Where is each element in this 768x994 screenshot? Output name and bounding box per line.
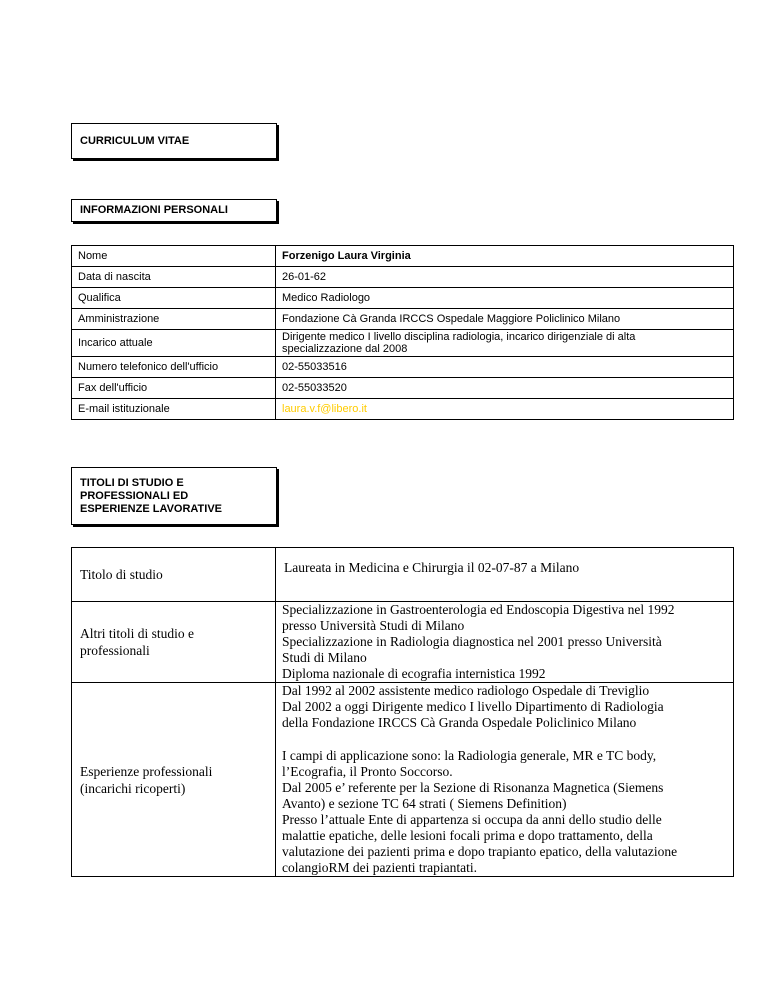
table-row bbox=[72, 683, 734, 877]
fax-label: Fax dell'ufficio bbox=[72, 378, 276, 399]
altri-label-line: Altri titoli di studio e bbox=[80, 626, 194, 641]
esperienze-value-line: valutazione dei pazienti prima e dopo trapianto epatico, della valutazione bbox=[282, 844, 678, 859]
esperienze-value-line: colangioRM dei pazienti trapiantati. bbox=[282, 860, 477, 875]
esperienze-value-line: Avanto) e sezione TC 64 strati ( Siemens Definition) bbox=[282, 796, 567, 811]
email-cell bbox=[276, 399, 734, 420]
altri-value-line: Studi di Milano bbox=[282, 650, 367, 665]
studies-table bbox=[71, 547, 734, 877]
esperienze-value-line: Dal 2005 e’ referente per la Sezione di Risonanza Magnetica (Siemens bbox=[282, 780, 664, 795]
amministrazione-label: Amministrazione bbox=[72, 309, 276, 330]
table-row bbox=[72, 330, 734, 357]
incarico-value bbox=[276, 330, 734, 357]
table-row bbox=[72, 548, 734, 602]
esperienze-value-line: Dal 2002 a oggi Dirigente medico I livello Dipartimento di Radiologia bbox=[282, 699, 664, 714]
personal-info-title: INFORMAZIONI PERSONALI bbox=[80, 204, 228, 216]
altri-value-line: Specializzazione in Radiologia diagnostica nel 2001 presso Università bbox=[282, 634, 662, 649]
tel-value: 02-55033516 bbox=[276, 357, 734, 378]
titolo-label: Titolo di studio bbox=[72, 548, 276, 602]
table-row bbox=[72, 378, 734, 399]
esperienze-value-line: l’Ecografia, il Pronto Soccorso. bbox=[282, 764, 453, 779]
cv-title: CURRICULUM VITAE bbox=[80, 134, 190, 147]
altri-label-line: professionali bbox=[80, 643, 150, 658]
table-row bbox=[72, 267, 734, 288]
esperienze-value-line: I campi di applicazione sono: la Radiologia generale, MR e TC body, bbox=[282, 748, 657, 763]
esperienze-value-line: della Fondazione IRCCS Cà Granda Ospedale Policlinico Milano bbox=[282, 715, 637, 730]
tel-label: Numero telefonico dell'ufficio bbox=[72, 357, 276, 378]
paragraph-gap bbox=[282, 731, 727, 748]
studies-title-line: ESPERIENZE LAVORATIVE bbox=[80, 502, 223, 515]
studies-title-line: PROFESSIONALI ED bbox=[80, 489, 189, 502]
esperienze-label bbox=[72, 683, 276, 877]
incarico-value-line: specializzazione dal 2008 bbox=[282, 343, 408, 355]
esperienze-value-line: Presso l’attuale Ente di appartenza si occupa da anni dello studio delle bbox=[282, 812, 662, 827]
qualifica-value: Medico Radiologo bbox=[276, 288, 734, 309]
cv-header bbox=[71, 123, 277, 159]
studies-title bbox=[80, 477, 222, 516]
email-label: E-mail istituzionale bbox=[72, 399, 276, 420]
esperienze-value bbox=[276, 683, 734, 877]
titolo-value bbox=[276, 548, 734, 602]
table-row bbox=[72, 602, 734, 683]
fax-value: 02-55033520 bbox=[276, 378, 734, 399]
esperienze-label-line: (incarichi ricoperti) bbox=[80, 780, 186, 796]
altri-value-line: Diploma nazionale di ecografia internistica 1992 bbox=[282, 666, 546, 681]
esperienze-value-line: Dal 1992 al 2002 assistente medico radiologo Ospedale di Treviglio bbox=[282, 683, 650, 698]
incarico-value-line: Dirigente medico I livello disciplina radiologia, incarico dirigenziale di alta bbox=[282, 331, 636, 343]
qualifica-label: Qualifica bbox=[72, 288, 276, 309]
email-link[interactable]: laura.v.f@libero.it bbox=[282, 403, 367, 415]
table-row bbox=[72, 357, 734, 378]
table-row bbox=[72, 309, 734, 330]
altri-value bbox=[276, 602, 734, 683]
nascita-label: Data di nascita bbox=[72, 267, 276, 288]
personal-info-header bbox=[71, 199, 277, 222]
esperienze-value-line: malattie epatiche, delle lesioni focali prima e dopo trattamento, della bbox=[282, 828, 653, 843]
table-row bbox=[72, 246, 734, 267]
nome-value: Forzenigo Laura Virginia bbox=[276, 246, 734, 267]
titolo-value-text: Laureata in Medicina e Chirurgia il 02-07-87 a Milano bbox=[284, 559, 580, 575]
altri-label bbox=[72, 602, 276, 683]
altri-value-line: presso Università Studi di Milano bbox=[282, 618, 465, 633]
nascita-value: 26-01-62 bbox=[276, 267, 734, 288]
altri-value-line: Specializzazione in Gastroenterologia ed Endoscopia Digestiva nel 1992 bbox=[282, 602, 675, 617]
personal-info-table bbox=[71, 245, 734, 420]
studies-header bbox=[71, 467, 277, 525]
nome-label: Nome bbox=[72, 246, 276, 267]
esperienze-label-line: Esperienze professionali bbox=[80, 763, 213, 779]
amministrazione-value: Fondazione Cà Granda IRCCS Ospedale Maggiore Policlinico Milano bbox=[276, 309, 734, 330]
incarico-label: Incarico attuale bbox=[72, 330, 276, 357]
table-row bbox=[72, 399, 734, 420]
studies-title-line: TITOLI DI STUDIO E bbox=[80, 476, 184, 489]
table-row bbox=[72, 288, 734, 309]
